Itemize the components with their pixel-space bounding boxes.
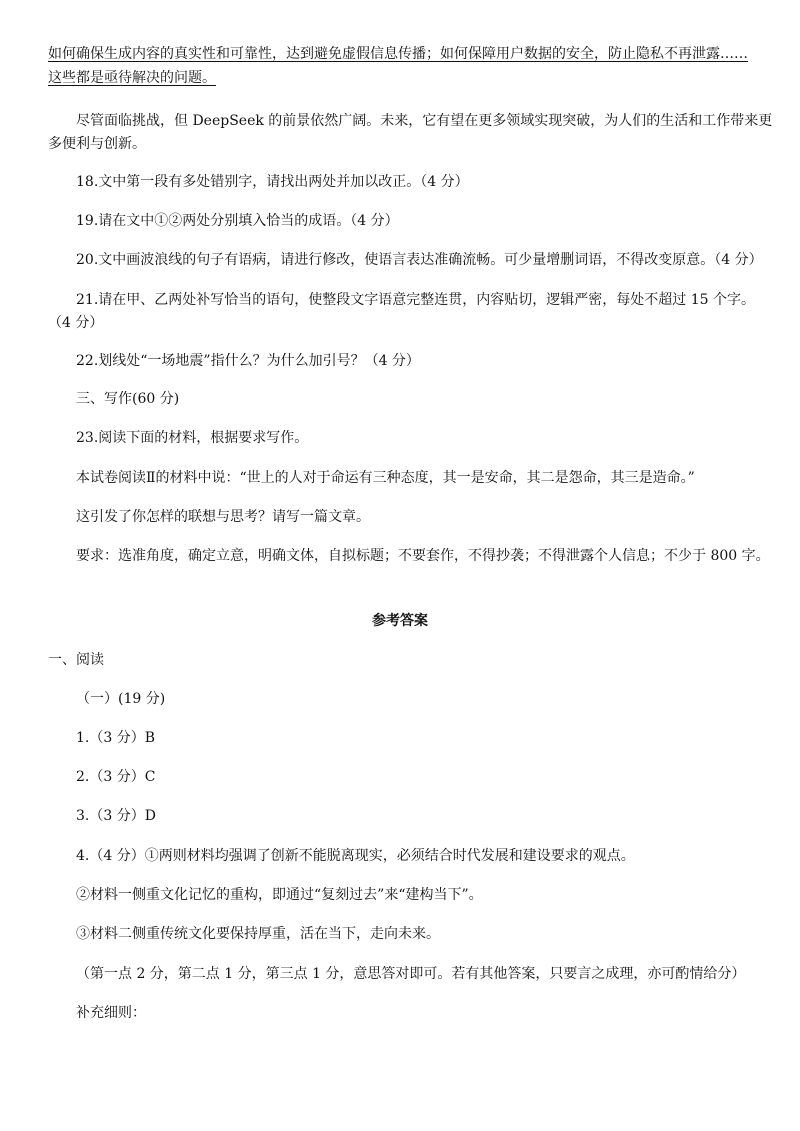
- supplement-rules: 补充细则：: [76, 1005, 146, 1021]
- answer-4: 4.（4 分）①两则材料均强调了创新不能脱离现实，必须结合时代发展和建设要求的观点。: [76, 848, 635, 864]
- answer-2: 2.（3 分）C: [76, 769, 156, 785]
- question-18: 18.文中第一段有多处错别字，请找出两处并加以改正。（4 分）: [76, 174, 469, 190]
- writing-material: 本试卷阅读Ⅱ的材料中说：“世上的人对于命运有三种态度，其一是安命，其二是怨命，其三是造命。”: [76, 470, 695, 486]
- question-21: 21.请在甲、乙两处补写恰当的语句，使整段文字语意完整连贯，内容贴切，逻辑严密，每处不超过 15 个字。: [76, 292, 755, 308]
- writing-prompt: 这引发了你怎样的联想与思考？请写一篇文章。: [76, 509, 370, 525]
- answers-subsection-1: （一）(19 分): [76, 691, 166, 707]
- question-22: 22.划线处“一场地震”指什么？为什么加引号？（4 分）: [76, 353, 420, 369]
- paragraph2-line1: 尽管面临挑战，但 DeepSeek 的前景依然广阔。未来，它有望在更多领域实现突破，为人们的生活和工作带来更: [76, 113, 773, 129]
- answer-4-point3: ③材料二侧重传统文化要保持厚重，活在当下，走向未来。: [76, 926, 440, 942]
- writing-section-heading: 三、写作(60 分): [76, 391, 180, 407]
- paragraph2-line2: 多便利与创新。: [48, 136, 146, 152]
- answer-3: 3.（3 分）D: [76, 808, 156, 824]
- answer-4-point2: ②材料一侧重文化记忆的重构，即通过“复刻过去”来“建构当下”。: [76, 887, 483, 903]
- question-19: 19.请在文中①②两处分别填入恰当的成语。（4 分）: [76, 213, 399, 229]
- answers-title: 参考答案: [372, 613, 428, 629]
- answer-4-scoring-note: （第一点 2 分，第二点 1 分，第三点 1 分，意思答对即可。若有其他答案，只要言之成理，亦可酌情给分）: [76, 966, 746, 982]
- question-23: 23.阅读下面的材料，根据要求写作。: [76, 430, 309, 446]
- answer-1: 1.（3 分）B: [76, 730, 156, 746]
- top-paragraph-line2: 这些都是亟待解决的问题。: [48, 70, 216, 86]
- top-paragraph-line1: 如何确保生成内容的真实性和可靠性，达到避免虚假信息传播；如何保障用户数据的安全，防止隐私不再泄露……: [48, 46, 748, 62]
- answers-section-reading: 一、阅读: [48, 652, 104, 668]
- question-20: 20.文中画波浪线的句子有语病，请进行修改，使语言表达准确流畅。可少量增删词语，不得改变原意。（4 分）: [76, 252, 763, 268]
- writing-requirements: 要求：选准角度，确定立意，明确文体，自拟标题；不要套作，不得抄袭；不得泄露个人信息；不少于 800 字。: [76, 548, 770, 564]
- question-21-score: （4 分）: [48, 315, 104, 331]
